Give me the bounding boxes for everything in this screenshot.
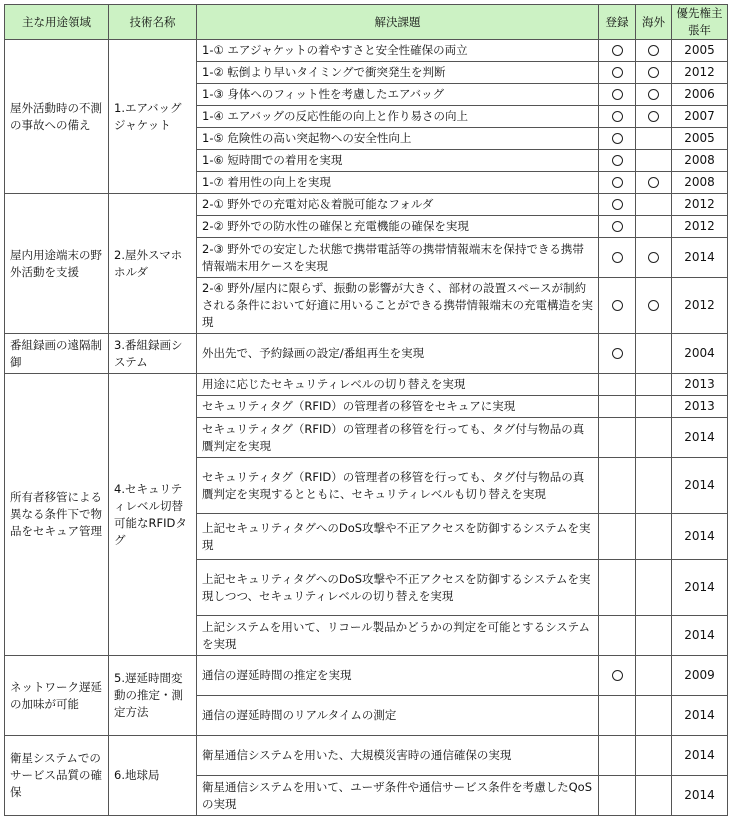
table-row (5, 736, 728, 776)
priority-year-cell: 2013 (672, 374, 728, 396)
overseas-mark-cell (636, 238, 672, 278)
area-cell: 番組録画の遠隔制御 (5, 334, 109, 374)
priority-year-cell: 2009 (672, 656, 728, 696)
circle-mark-icon (612, 670, 623, 681)
circle-mark-icon (648, 45, 659, 56)
tech-name-cell: 4.セキュリティレベル切替可能なRFIDタグ (109, 374, 197, 656)
tech-name-cell: 1.エアバッグジャケット (109, 40, 197, 194)
issue-cell: 通信の遅延時間のリアルタイムの測定 (197, 696, 599, 736)
overseas-mark-cell (636, 560, 672, 616)
issue-cell: 上記セキュリティタグへのDoS攻撃や不正アクセスを防御するシステムを実現しつつ、セキュリティレベルの切り替えを実現 (197, 560, 599, 616)
priority-year-cell: 2008 (672, 172, 728, 194)
tech-name-cell: 5.遅延時間変動の推定・測定方法 (109, 656, 197, 736)
issue-cell: セキュリティタグ（RFID）の管理者の移管を行っても、タグ付与物品の真贋判定を実現するとともに、セキュリティレベルも切り替えを実現 (197, 458, 599, 514)
area-cell: 屋外活動時の不測の事故への備え (5, 40, 109, 194)
registered-mark-cell (599, 128, 636, 150)
circle-mark-icon (612, 221, 623, 232)
registered-mark-cell (599, 62, 636, 84)
overseas-mark-cell (636, 334, 672, 374)
area-cell: ネットワーク遅延の加味が可能 (5, 656, 109, 736)
priority-year-cell: 2014 (672, 696, 728, 736)
table-row (5, 374, 728, 396)
issue-cell: 衛星通信システムを用いた、大規模災害時の通信確保の実現 (197, 736, 599, 776)
priority-year-cell: 2014 (672, 616, 728, 656)
circle-mark-icon (612, 300, 623, 311)
circle-mark-icon (612, 89, 623, 100)
overseas-mark-cell (636, 150, 672, 172)
registered-mark-cell (599, 106, 636, 128)
priority-year-cell: 2007 (672, 106, 728, 128)
table-row (5, 40, 728, 62)
priority-year-cell: 2014 (672, 736, 728, 776)
circle-mark-icon (612, 111, 623, 122)
circle-mark-icon (612, 252, 623, 263)
header-issue: 解決課題 (197, 5, 599, 40)
issue-cell: 1-① エアジャケットの着やすさと安全性確保の両立 (197, 40, 599, 62)
issue-cell: セキュリティタグ（RFID）の管理者の移管を行っても、タグ付与物品の真贋判定を実現 (197, 418, 599, 458)
circle-mark-icon (612, 45, 623, 56)
issue-cell: 上記セキュリティタグへのDoS攻撃や不正アクセスを防御するシステムを実現 (197, 514, 599, 560)
circle-mark-icon (612, 199, 623, 210)
area-cell: 所有者移管による異なる条件下で物品をセキュア管理 (5, 374, 109, 656)
issue-cell: 2-④ 野外/屋内に限らず、振動の影響が大きく、部材の設置スペースが制約される条件において好適に用いることができる携帯情報端末の充電構造を実現 (197, 278, 599, 334)
registered-mark-cell (599, 514, 636, 560)
registered-mark-cell (599, 216, 636, 238)
overseas-mark-cell (636, 172, 672, 194)
registered-mark-cell (599, 616, 636, 656)
priority-year-cell: 2012 (672, 194, 728, 216)
registered-mark-cell (599, 194, 636, 216)
registered-mark-cell (599, 776, 636, 816)
circle-mark-icon (612, 67, 623, 78)
header-priority-year: 優先権主張年 (672, 5, 728, 40)
registered-mark-cell (599, 374, 636, 396)
registered-mark-cell (599, 656, 636, 696)
registered-mark-cell (599, 418, 636, 458)
registered-mark-cell (599, 278, 636, 334)
table-row (5, 334, 728, 374)
priority-year-cell: 2014 (672, 418, 728, 458)
overseas-mark-cell (636, 40, 672, 62)
registered-mark-cell (599, 238, 636, 278)
tech-name-cell: 3.番組録画システム (109, 334, 197, 374)
overseas-mark-cell (636, 194, 672, 216)
overseas-mark-cell (636, 62, 672, 84)
overseas-mark-cell (636, 374, 672, 396)
overseas-mark-cell (636, 696, 672, 736)
priority-year-cell: 2012 (672, 216, 728, 238)
circle-mark-icon (612, 348, 623, 359)
header-overseas: 海外 (636, 5, 672, 40)
priority-year-cell: 2014 (672, 776, 728, 816)
registered-mark-cell (599, 560, 636, 616)
circle-mark-icon (612, 133, 623, 144)
patent-table (4, 4, 728, 816)
priority-year-cell: 2014 (672, 238, 728, 278)
priority-year-cell: 2013 (672, 396, 728, 418)
issue-cell: 1-④ エアバッグの反応性能の向上と作り易さの向上 (197, 106, 599, 128)
priority-year-cell: 2012 (672, 62, 728, 84)
overseas-mark-cell (636, 656, 672, 696)
tech-name-cell: 2.屋外スマホホルダ (109, 194, 197, 334)
overseas-mark-cell (636, 278, 672, 334)
issue-cell: 用途に応じたセキュリティレベルの切り替えを実現 (197, 374, 599, 396)
priority-year-cell: 2006 (672, 84, 728, 106)
issue-cell: 衛星通信システムを用いて、ユーザ条件や通信サービス条件を考慮したQoSの実現 (197, 776, 599, 816)
circle-mark-icon (612, 155, 623, 166)
priority-year-cell: 2014 (672, 458, 728, 514)
registered-mark-cell (599, 334, 636, 374)
priority-year-cell: 2004 (672, 334, 728, 374)
tech-name-cell: 6.地球局 (109, 736, 197, 816)
issue-cell: セキュリティタグ（RFID）の管理者の移管をセキュアに実現 (197, 396, 599, 418)
header-tech: 技術名称 (109, 5, 197, 40)
circle-mark-icon (648, 177, 659, 188)
overseas-mark-cell (636, 106, 672, 128)
circle-mark-icon (648, 67, 659, 78)
overseas-mark-cell (636, 128, 672, 150)
issue-cell: 外出先で、予約録画の設定/番組再生を実現 (197, 334, 599, 374)
overseas-mark-cell (636, 396, 672, 418)
registered-mark-cell (599, 396, 636, 418)
registered-mark-cell (599, 696, 636, 736)
overseas-mark-cell (636, 736, 672, 776)
header-row (5, 5, 728, 40)
priority-year-cell: 2012 (672, 278, 728, 334)
circle-mark-icon (612, 177, 623, 188)
area-cell: 屋内用途端末の野外活動を支援 (5, 194, 109, 334)
overseas-mark-cell (636, 514, 672, 560)
registered-mark-cell (599, 172, 636, 194)
header-area: 主な用途領域 (5, 5, 109, 40)
header-registered: 登録 (599, 5, 636, 40)
issue-cell: 1-③ 身体へのフィット性を考慮したエアバッグ (197, 84, 599, 106)
area-cell: 衛星システムでのサービス品質の確保 (5, 736, 109, 816)
issue-cell: 2-① 野外での充電対応＆着脱可能なフォルダ (197, 194, 599, 216)
issue-cell: 通信の遅延時間の推定を実現 (197, 656, 599, 696)
issue-cell: 1-⑥ 短時間での着用を実現 (197, 150, 599, 172)
overseas-mark-cell (636, 216, 672, 238)
overseas-mark-cell (636, 776, 672, 816)
priority-year-cell: 2005 (672, 128, 728, 150)
overseas-mark-cell (636, 616, 672, 656)
issue-cell: 2-② 野外での防水性の確保と充電機能の確保を実現 (197, 216, 599, 238)
table-row (5, 194, 728, 216)
issue-cell: 2-③ 野外での安定した状態で携帯電話等の携帯情報端末を保持できる携帯情報端末用ケースを実現 (197, 238, 599, 278)
overseas-mark-cell (636, 84, 672, 106)
priority-year-cell: 2014 (672, 514, 728, 560)
circle-mark-icon (648, 300, 659, 311)
priority-year-cell: 2014 (672, 560, 728, 616)
issue-cell: 1-② 転倒より早いタイミングで衝突発生を判断 (197, 62, 599, 84)
priority-year-cell: 2008 (672, 150, 728, 172)
issue-cell: 1-⑤ 危険性の高い突起物への安全性向上 (197, 128, 599, 150)
registered-mark-cell (599, 84, 636, 106)
registered-mark-cell (599, 40, 636, 62)
registered-mark-cell (599, 458, 636, 514)
table-row (5, 656, 728, 696)
circle-mark-icon (648, 252, 659, 263)
circle-mark-icon (648, 111, 659, 122)
issue-cell: 1-⑦ 着用性の向上を実現 (197, 172, 599, 194)
circle-mark-icon (648, 89, 659, 100)
registered-mark-cell (599, 150, 636, 172)
registered-mark-cell (599, 736, 636, 776)
priority-year-cell: 2005 (672, 40, 728, 62)
overseas-mark-cell (636, 418, 672, 458)
issue-cell: 上記システムを用いて、リコール製品かどうかの判定を可能とするシステムを実現 (197, 616, 599, 656)
overseas-mark-cell (636, 458, 672, 514)
